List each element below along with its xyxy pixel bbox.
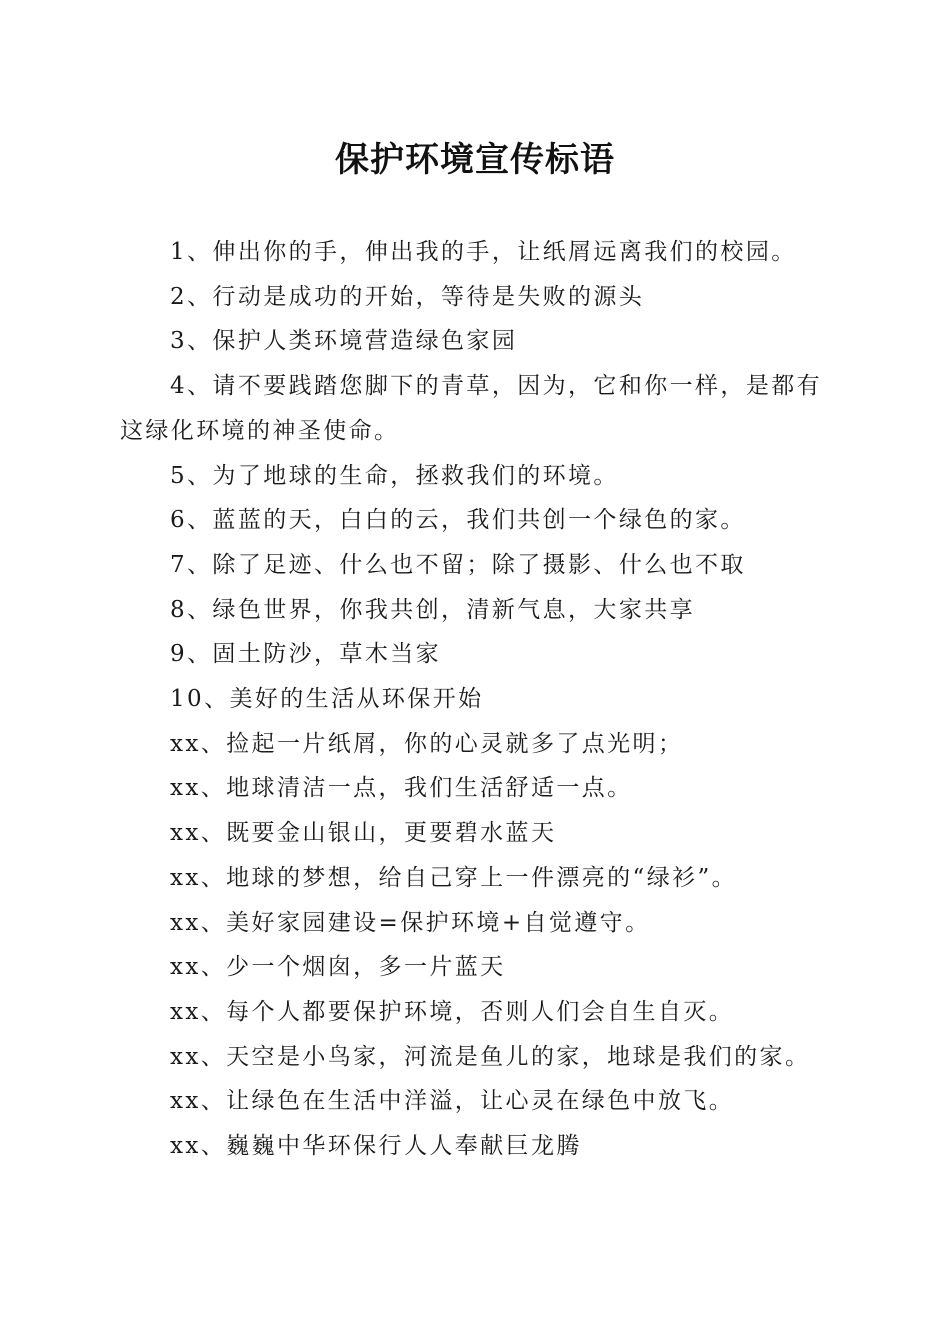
slogan-item: 2、行动是成功的开始，等待是失败的源头 [170,283,645,310]
slogan-item: 1、伸出你的手，伸出我的手，让纸屑远离我们的校园。 [170,239,797,265]
slogan-item: 8、绿色世界，你我共创，清新气息，大家共享 [170,596,696,623]
slogan-item: xx、地球清洁一点，我们生活舒适一点。 [170,775,633,802]
slogan-item: 5、为了地球的生命，拯救我们的环境。 [170,462,619,489]
slogan-item: xx、巍巍中华环保行人人奉献巨龙腾 [170,1133,582,1160]
slogan-list [120,230,828,1169]
slogan-item: xx、地球的梦想，给自己穿上一件漂亮的“绿衫”。 [170,864,738,891]
slogan-item: 3、保护人类环境营造绿色家园 [170,328,518,355]
slogan-item: 4、请不要践踏您脚下的青草，因为，它和你一样，是都有这绿化环境的神圣使命。 [120,373,823,444]
slogan-item: 9、固土防沙，草木当家 [170,641,442,668]
slogan-item: xx、让绿色在生活中洋溢，让心灵在绿色中放飞。 [170,1088,735,1115]
slogan-item: xx、既要金山银山，更要碧水蓝天 [170,820,557,847]
slogan-item: 6、蓝蓝的天，白白的云，我们共创一个绿色的家。 [170,507,746,534]
slogan-item: xx、捡起一片纸屑，你的心灵就多了点光明； [170,730,684,757]
slogan-item: 7、除了足迹、什么也不留；除了摄影、什么也不取 [170,551,746,578]
document-title: 保护环境宣传标语 [335,140,615,180]
slogan-item: 10、美好的生活从环保开始 [170,686,484,713]
slogan-item: xx、每个人都要保护环境，否则人们会自生自灭。 [170,998,735,1025]
slogan-item: xx、少一个烟囱，多一片蓝天 [170,954,506,981]
slogan-item: xx、天空是小鸟家，河流是鱼儿的家，地球是我们的家。 [170,1043,811,1070]
slogan-item: xx、美好家园建设=保护环境+自觉遵守。 [170,909,651,936]
